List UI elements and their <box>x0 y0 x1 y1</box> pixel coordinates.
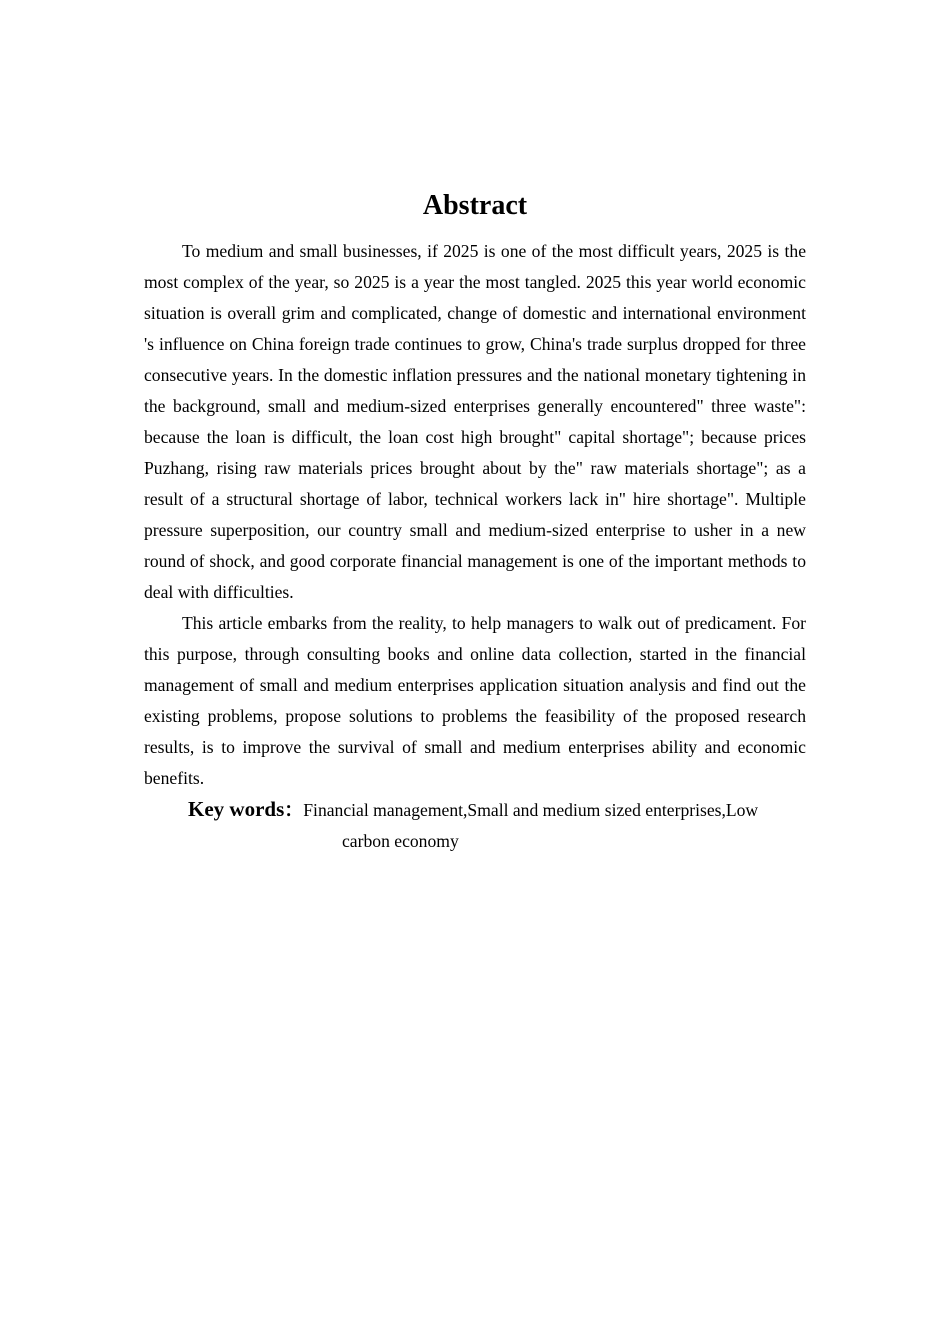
abstract-body <box>144 236 806 857</box>
keywords-line-1 <box>188 794 806 826</box>
keywords-text-line-2: carbon economy <box>342 831 459 851</box>
keywords-separator: ： <box>284 800 304 821</box>
keywords-text-line-1: Financial management,Small and medium sized enterprises,Low <box>303 800 759 820</box>
abstract-title: Abstract <box>422 190 528 221</box>
abstract-paragraph-1: To medium and small businesses, if 2025 is one of the most difficult years, 2025 is the most complex of the year, so 2025 is a year the most tangled. 2025 this year world economic situation is overall grim and complicated, change of domestic and international environment 's influence on China foreign trade continues to grow, China's trade surplus dropped for three consecutive years. In the domestic inflation pressures and the national monetary tightening in the background, small and medium-sized enterprises generally encountered" three waste": because the loan is difficult, the loan cost high brought" capital shortage"; because prices Puzhang, rising raw materials prices brought about by the" raw materials shortage"; as a result of a structural shortage of labor, technical workers lack in" hire shortage". Multiple pressure superposition, our country small and medium-sized enterprise to usher in a new round of shock, and good corporate financial management is one of the important methods to deal with difficulties. <box>144 241 806 602</box>
keywords-label: Key words <box>188 797 285 821</box>
keywords-section <box>144 794 806 857</box>
abstract-paragraph-2: This article embarks from the reality, to help managers to walk out of predicament. For this purpose, through consulting books and online data collection, started in the financial management of small and medium enterprises application situation analysis and find out the existing problems, propose solutions to problems the feasibility of the proposed research results, is to improve the survival of small and medium enterprises ability and economic benefits. <box>144 613 806 788</box>
